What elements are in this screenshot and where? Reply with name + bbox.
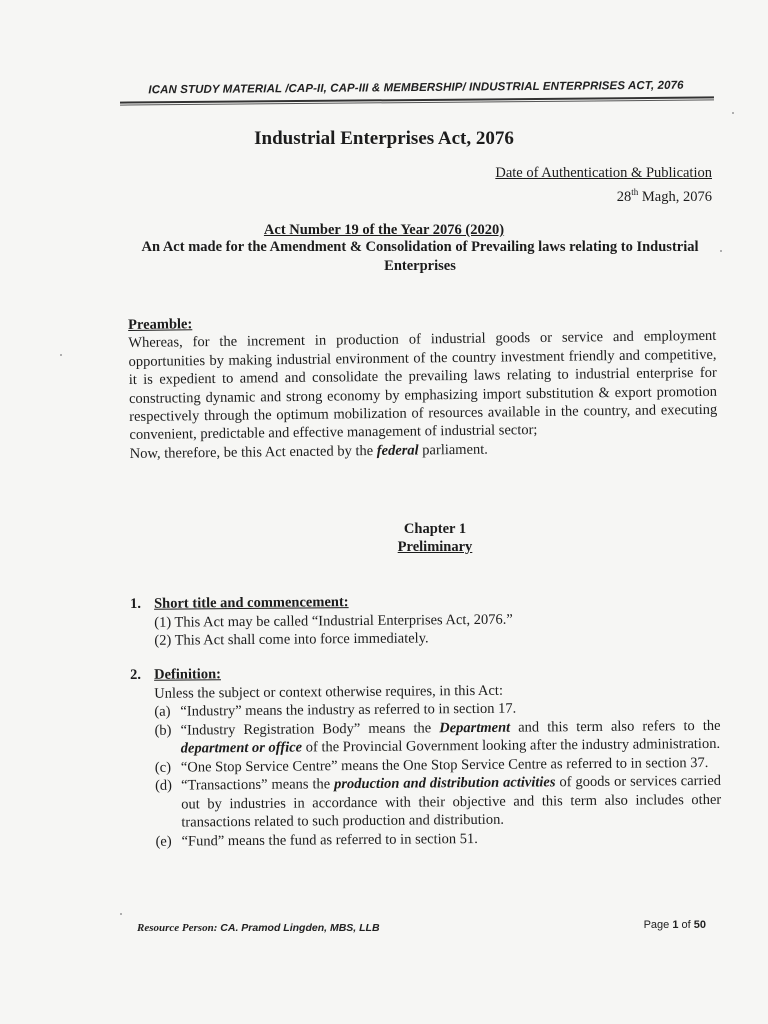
definition-d-emphasis: production and distribution activities xyxy=(334,774,556,793)
preamble-closing-emphasis: federal xyxy=(376,442,419,459)
definition-b-emphasis1: Department xyxy=(439,719,511,736)
chapter-heading xyxy=(0,520,768,556)
definition-b xyxy=(130,716,720,758)
section-2 xyxy=(130,661,722,851)
definition-text: “One Stop Service Centre” means the One Stop Service Centre as referred to in section 37. xyxy=(180,754,709,776)
authentication-label: Date of Authentication & Publication xyxy=(495,165,712,181)
preamble-heading: Preamble: xyxy=(128,316,193,333)
page-current: 1 xyxy=(672,919,679,931)
section-2-title: Definition: xyxy=(154,666,222,683)
section-1 xyxy=(130,590,720,651)
definition-d-part1: “Transactions” means the xyxy=(180,776,335,794)
page-total: 50 xyxy=(693,919,706,931)
scan-speck xyxy=(60,354,62,356)
section-1-item: (2) This Act shall come into force immediately. xyxy=(154,630,429,649)
definition-b-part3: of the Provincial Government looking after the industry administration. xyxy=(302,735,721,756)
date-rest: Magh, 2076 xyxy=(638,188,712,205)
definition-label: (c) xyxy=(154,759,172,776)
scan-speck xyxy=(720,250,722,252)
section-1-title: Short title and commencement: xyxy=(154,594,349,612)
definition-d xyxy=(131,772,721,833)
definition-label: (a) xyxy=(154,703,171,720)
page-of: of xyxy=(678,919,694,931)
preamble-text: Whereas, for the increment in production of industrial goods or service and employment opportunities by making industrial environment of the country investment friendly and competitive, it is expedient to amend and consolidate the prevailing laws relating to industrial enterprise for constructing dynamic and strong economy by emphasizing import substitution & export promotion respectively through the optimum mobilization of resources available in the country, and executing convenient, predictable and effective management of industrial sector; xyxy=(128,328,718,444)
definition-text: “Fund” means the fund as referred to in section 51. xyxy=(181,830,478,850)
definition-text xyxy=(181,772,721,832)
definition-label: (b) xyxy=(154,722,172,739)
page-prefix: Page xyxy=(643,919,673,931)
section-2-intro: Unless the subject or context otherwise requires, in this Act: xyxy=(154,682,504,702)
resource-person-label: Resource Person: xyxy=(137,922,218,934)
section-2-number: 2. xyxy=(130,666,142,683)
resource-person-name: CA. Pramod Lingden, MBS, LLB xyxy=(217,922,380,934)
header-rule xyxy=(120,96,714,105)
definition-text xyxy=(180,716,720,758)
section-1-item: (1) This Act may be called “Industrial Enterprises Act, 2076.” xyxy=(154,611,513,631)
preamble xyxy=(128,309,718,463)
definition-e xyxy=(131,827,721,851)
definition-label: (e) xyxy=(155,833,172,850)
chapter-number: Chapter 1 xyxy=(403,521,467,537)
document-title: Industrial Enterprises Act, 2076 xyxy=(254,128,514,149)
definition-b-emphasis2: department or office xyxy=(180,739,303,757)
scan-speck xyxy=(120,913,122,915)
definition-text: “Industry” means the industry as referred to in section 17. xyxy=(180,700,517,720)
chapter-title: Preliminary xyxy=(397,539,473,555)
definition-label: (d) xyxy=(154,777,173,794)
footer-resource-person xyxy=(137,922,380,934)
scan-speck xyxy=(732,112,734,114)
act-description: An Act made for the Amendment & Consolidation of Prevailing laws relating to Industrial Enterprises xyxy=(141,239,699,274)
date-day: 28 xyxy=(616,188,632,205)
section-1-number: 1. xyxy=(130,595,142,612)
authentication-block xyxy=(495,164,712,207)
definition-b-part1: “Industry Registration Body” means the xyxy=(180,719,440,739)
definition-d-part2: of goods or services carried out by industries in accordance with their objective and this term also includes other transactions related to such production and distribution. xyxy=(181,772,722,831)
authentication-date xyxy=(495,183,712,207)
preamble-closing-pre: Now, therefore, be this Act enacted by the xyxy=(129,442,377,462)
preamble-closing-post: parliament. xyxy=(418,441,488,459)
running-header: ICAN STUDY MATERIAL /CAP-II, CAP-III & MEMBERSHIP/ INDUSTRIAL ENTERPRISES ACT, 2076 xyxy=(148,79,684,97)
date-day-suffix: th xyxy=(631,187,639,197)
page-number xyxy=(644,919,706,931)
definition-b-part2: and this term also refers to the xyxy=(510,717,721,736)
act-number: Act Number 19 of the Year 2076 (2020) xyxy=(263,222,505,238)
